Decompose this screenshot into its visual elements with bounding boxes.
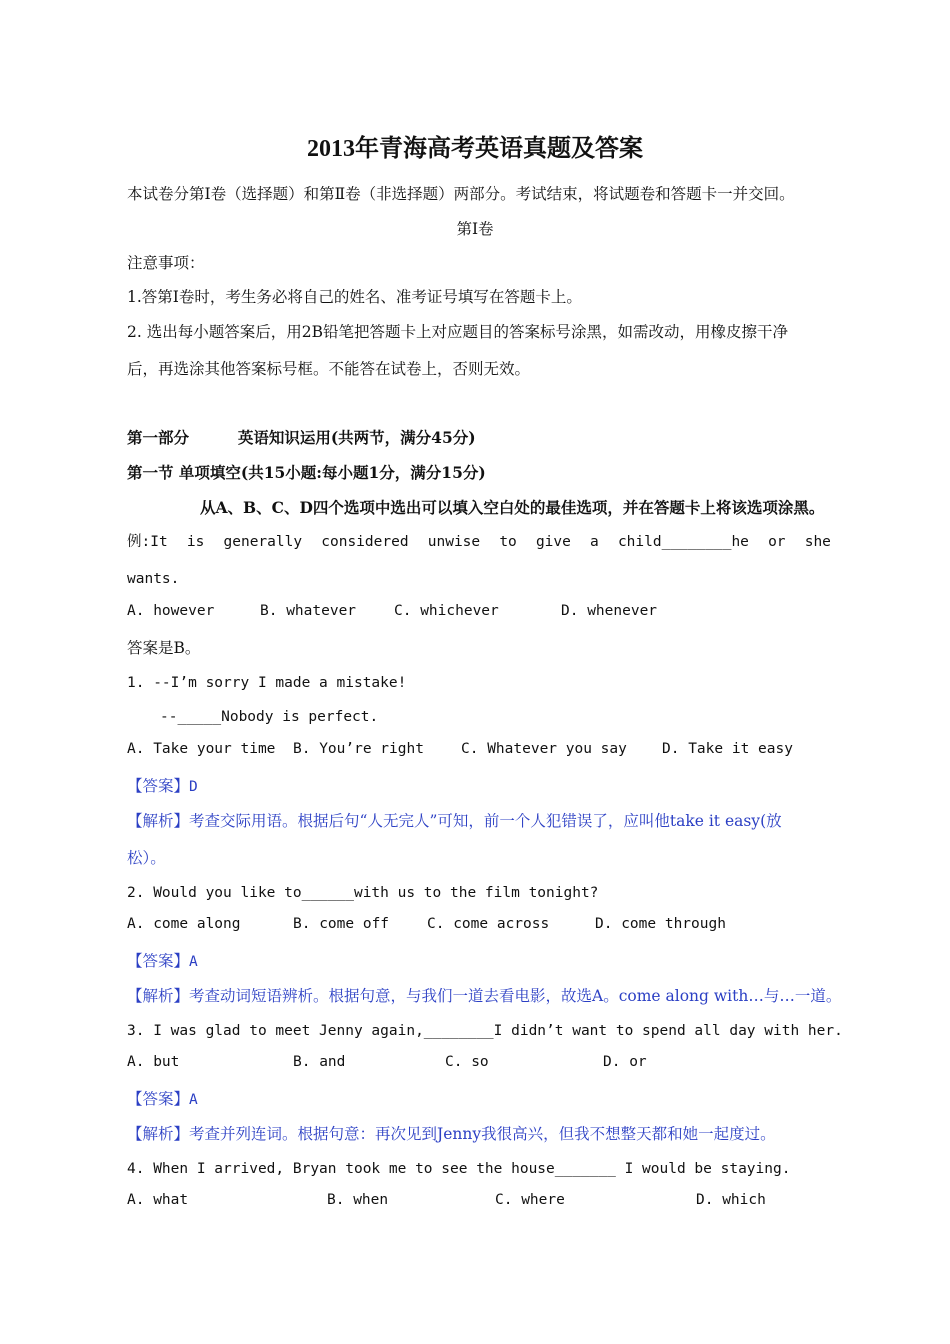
analysis-label: 【解析】 — [127, 812, 190, 830]
question-1-stem: 1. --I’m sorry I made a mistake! — [127, 675, 407, 691]
answer-label: 【答案】 — [127, 1090, 190, 1108]
option-c: C. so — [445, 1054, 489, 1070]
analysis-text: 考查动词短语辨析。根据句意，与我们一道去看电影，故选A。come along with…与…一道。 — [189, 987, 842, 1005]
option-d: D. Take it easy — [662, 741, 793, 757]
question-3-stem: 3. I was glad to meet Jenny again,________I didn’t want to spend all day with her. — [127, 1023, 843, 1039]
volume-heading: 第Ⅰ卷 — [456, 220, 494, 238]
answer-value: A — [189, 1092, 198, 1108]
question-2-answer — [127, 950, 198, 973]
example-word: considered — [321, 534, 409, 550]
question-4-options — [127, 1192, 847, 1214]
answer-label: 【答案】 — [127, 777, 190, 795]
question-1-answer — [127, 775, 198, 798]
example-word: 例:It — [127, 534, 168, 550]
notice-item-2-cont: 后，再选涂其他答案标号框。不能答在试卷上，否则无效。 — [127, 360, 531, 378]
option-c: C. come across — [427, 916, 550, 932]
option-b: B. come off — [293, 916, 390, 932]
example-word: unwise — [427, 534, 481, 550]
question-2-stem: 2. Would you like to______with us to the film tonight? — [127, 885, 599, 901]
example-word: she — [804, 534, 831, 550]
option-d: D. which — [696, 1192, 766, 1208]
question-2-options — [127, 916, 847, 938]
notice-item-1: 1.答第Ⅰ卷时，考生务必将自己的姓名、准考证号填写在答题卡上。 — [127, 288, 582, 306]
question-1-analysis-cont: 松）。 — [127, 849, 166, 867]
example-word: is — [186, 534, 205, 550]
example-stem — [127, 531, 831, 553]
question-1-reply: --_____Nobody is perfect. — [160, 709, 379, 725]
example-options — [127, 603, 847, 625]
intro-text: 本试卷分第Ⅰ卷（选择题）和第Ⅱ卷（非选择题）两部分。考试结束，将试题卷和答题卡一并交回。 — [127, 185, 795, 203]
option-a: A. but — [127, 1054, 180, 1070]
option-b: B. whatever — [260, 603, 357, 619]
answer-value: A — [189, 954, 198, 970]
question-3-analysis — [127, 1123, 776, 1145]
option-d: D. come through — [595, 916, 726, 932]
example-word: to — [499, 534, 517, 550]
example-stem-cont: wants. — [127, 571, 180, 587]
question-1-analysis — [127, 810, 782, 832]
notice-item-2: 2. 选出每小题答案后，用2B铅笔把答题卡上对应题目的答案标号涂黑，如需改动，用橡皮擦干净 — [127, 323, 788, 341]
example-word: child________he — [617, 534, 749, 550]
analysis-label: 【解析】 — [127, 1125, 190, 1143]
option-a: A. however — [127, 603, 215, 619]
question-3-answer — [127, 1088, 198, 1111]
question-4-stem: 4. When I arrived, Bryan took me to see the house_______ I would be staying. — [127, 1161, 791, 1177]
option-d: D. or — [603, 1054, 647, 1070]
example-answer: 答案是B。 — [127, 639, 201, 657]
option-c: C. whichever — [394, 603, 499, 619]
analysis-text: 考查并列连词。根据句意：再次见到Jenny我很高兴，但我不想整天都和她一起度过。 — [189, 1125, 776, 1143]
analysis-text: 考查交际用语。根据后句“人无完人”可知，前一个人犯错误了，应叫他take it easy(放 — [189, 812, 782, 830]
question-2-analysis — [127, 985, 841, 1007]
example-word: or — [768, 534, 786, 550]
option-c: C. where — [495, 1192, 565, 1208]
section1-heading: 第一节 单项填空(共15小题:每小题1分，满分15分) — [127, 463, 486, 482]
notice-heading: 注意事项： — [127, 254, 205, 272]
part1-label: 第一部分 — [127, 428, 190, 447]
example-word: give — [535, 534, 571, 550]
page-title: 2013年青海高考英语真题及答案 — [307, 136, 643, 162]
option-c: C. Whatever you say — [461, 741, 627, 757]
example-word: generally — [223, 534, 303, 550]
option-b: B. You’re right — [293, 741, 424, 757]
question-1-options — [127, 741, 847, 763]
example-word: a — [590, 534, 599, 550]
option-d: D. whenever — [561, 603, 658, 619]
part1-heading — [127, 427, 476, 449]
question-3-options — [127, 1054, 847, 1076]
option-b: B. when — [327, 1192, 389, 1208]
option-a: A. come along — [127, 916, 241, 932]
answer-value: D — [189, 779, 198, 795]
option-a: A. Take your time — [127, 741, 276, 757]
section1-instruction: 从A、B、C、D四个选项中选出可以填入空白处的最佳选项，并在答题卡上将该选项涂黑。 — [200, 498, 825, 517]
option-b: B. and — [293, 1054, 346, 1070]
option-a: A. what — [127, 1192, 189, 1208]
answer-label: 【答案】 — [127, 952, 190, 970]
analysis-label: 【解析】 — [127, 987, 190, 1005]
part1-title: 英语知识运用(共两节，满分45分) — [237, 428, 476, 447]
